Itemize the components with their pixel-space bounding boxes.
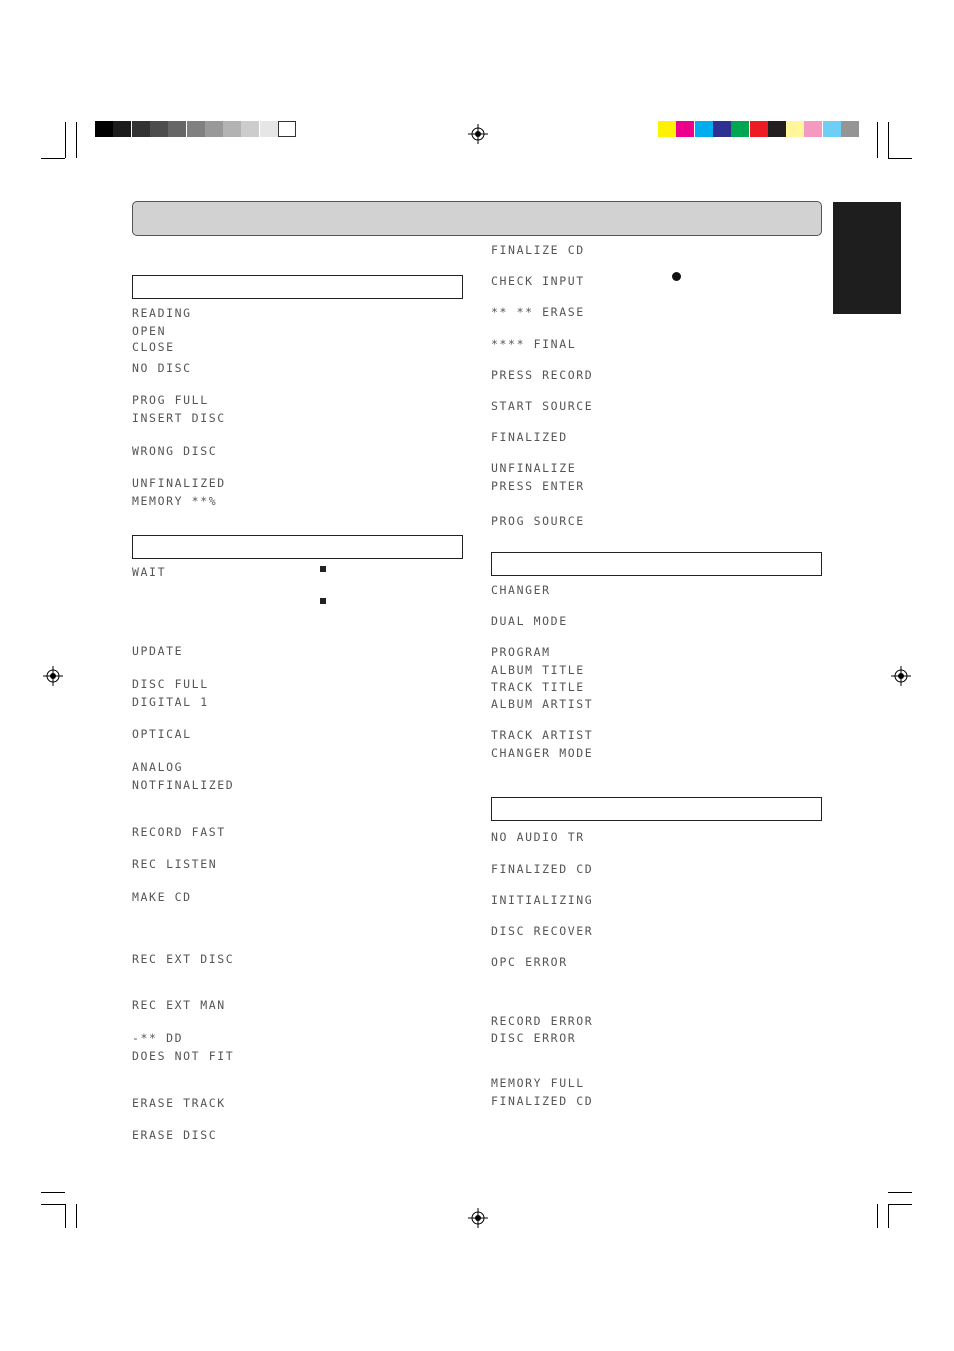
registration-target-icon [891,666,911,686]
display-message: RECORD ERROR [491,1014,594,1028]
display-message: REC EXT MAN [132,998,226,1012]
display-message: UNFINALIZE [491,461,577,475]
color-swatch [695,121,713,137]
crop-line [888,1204,889,1228]
display-message: DOES NOT FIT [132,1049,235,1063]
crop-line [41,1192,65,1193]
display-message: UPDATE [132,644,184,658]
display-message: PRESS ENTER [491,479,585,493]
crop-line [65,1204,66,1228]
crop-line [65,122,66,158]
section-heading-box [491,552,822,576]
display-message: CHANGER [491,583,551,597]
color-swatch [823,121,841,137]
display-message: PROGRAM [491,645,551,659]
section-heading-box [132,535,463,559]
display-message: ** ** ERASE [491,305,585,319]
crop-line [888,158,912,159]
display-message: PRESS RECORD [491,368,594,382]
color-swatch [804,121,822,137]
display-message: OPEN [132,324,167,338]
display-message: DISC RECOVER [491,924,594,938]
display-message: WRONG DISC [132,444,218,458]
registration-target-icon [468,124,488,144]
section-title-bar [132,201,822,236]
display-message: READING [132,306,192,320]
display-message: PROG SOURCE [491,514,585,528]
color-swatch [750,121,768,137]
display-message: CLOSE [132,340,175,354]
crop-line [888,122,889,158]
display-message: NOTFINALIZED [132,778,235,792]
display-message: ALBUM ARTIST [491,697,594,711]
display-message: ERASE TRACK [132,1096,226,1110]
color-swatch [150,121,168,137]
display-message: TRACK ARTIST [491,728,594,742]
color-swatch [768,121,786,137]
display-message: **** FINAL [491,337,577,351]
color-swatch [95,121,113,137]
display-message: MAKE CD [132,890,192,904]
display-message: DIGITAL 1 [132,695,209,709]
crop-line [888,1204,912,1205]
display-message: FINALIZED CD [491,862,594,876]
color-swatch [278,121,296,137]
color-swatch [205,121,223,137]
display-message: REC LISTEN [132,857,218,871]
color-swatch [658,121,676,137]
color-swatch [223,121,241,137]
display-message: WAIT [132,565,167,579]
display-message: REC EXT DISC [132,952,235,966]
square-bullet-icon [320,566,326,572]
display-message: START SOURCE [491,399,594,413]
color-swatch [676,121,694,137]
display-message: CHECK INPUT [491,274,585,288]
display-message: ERASE DISC [132,1128,218,1142]
color-swatch [132,121,150,137]
display-message: MEMORY **% [132,494,218,508]
color-swatch [786,121,804,137]
color-swatch [731,121,749,137]
section-heading-box [132,275,463,299]
round-bullet-icon [672,272,681,281]
display-message: ALBUM TITLE [491,663,585,677]
display-message: TRACK TITLE [491,680,585,694]
display-message: PROG FULL [132,393,209,407]
display-message: UNFINALIZED [132,476,226,490]
registration-target-icon [468,1208,488,1228]
color-swatch [187,121,205,137]
display-message: FINALIZED CD [491,1094,594,1108]
section-heading-box [491,797,822,821]
crop-line [877,122,878,158]
display-message: OPC ERROR [491,955,568,969]
display-message: INITIALIZING [491,893,594,907]
crop-line [41,158,65,159]
display-message: MEMORY FULL [491,1076,585,1090]
display-message: ANALOG [132,760,184,774]
crop-line [76,122,77,158]
color-swatch [168,121,186,137]
display-message: DUAL MODE [491,614,568,628]
square-bullet-icon [320,598,326,604]
color-swatch [113,121,131,137]
display-message: INSERT DISC [132,411,226,425]
display-message: DISC FULL [132,677,209,691]
crop-line [877,1204,878,1228]
display-message: NO DISC [132,361,192,375]
crop-line [41,1204,65,1205]
display-message: FINALIZE CD [491,243,585,257]
display-message: CHANGER MODE [491,746,594,760]
color-swatch [241,121,259,137]
language-tab [833,202,901,314]
display-message: OPTICAL [132,727,192,741]
display-message: DISC ERROR [491,1031,577,1045]
color-swatch [841,121,859,137]
crop-line [76,1204,77,1228]
display-message: FINALIZED [491,430,568,444]
display-message: RECORD FAST [132,825,226,839]
crop-line [888,1192,912,1193]
color-swatch [260,121,278,137]
display-message: -** DD [132,1031,184,1045]
registration-target-icon [43,666,63,686]
color-swatch [713,121,731,137]
display-message: NO AUDIO TR [491,830,585,844]
